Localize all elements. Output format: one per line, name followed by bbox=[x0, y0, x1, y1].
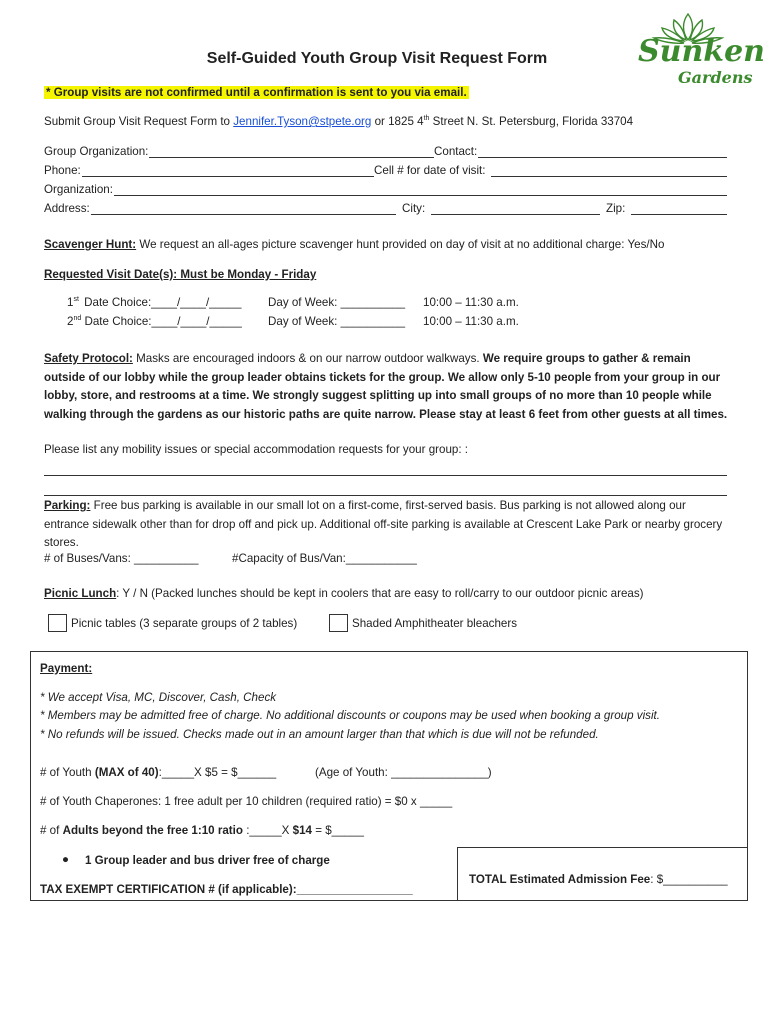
parking-info: Parking: Free bus parking is available in our small lot on a first-come, first-served basis. Bus parking is not allowed along our entrance sidewalk other than for drop off and pick up. Additional off-site parking is available at Crescent Lake Park or nearby grocery stores. bbox=[44, 499, 723, 549]
total-estimated-fee[interactable]: TOTAL Estimated Admission Fee: $__________ bbox=[469, 873, 728, 886]
payment-heading: Payment: bbox=[40, 662, 93, 675]
bus-capacity-field[interactable]: #Capacity of Bus/Van:___________ bbox=[232, 552, 417, 565]
logo-word-sunken: Sunken bbox=[638, 34, 765, 69]
logo-word-gardens: Gardens bbox=[678, 68, 753, 87]
payment-note-3: * No refunds will be issued. Checks made out in an amount larger than that which is due will not be refunded. bbox=[40, 728, 599, 741]
tax-exempt-field[interactable]: TAX EXEMPT CERTIFICATION # (if applicable):__________________ bbox=[40, 883, 413, 896]
date-choice-2[interactable]: 2nd Date Choice:____/____/_____ bbox=[67, 315, 242, 328]
cell-field[interactable]: Cell # for date of visit: bbox=[374, 164, 727, 177]
mobility-question: Please list any mobility issues or special accommodation requests for your group: : bbox=[44, 443, 469, 456]
day-of-week-1[interactable]: Day of Week: __________ bbox=[268, 296, 406, 309]
safety-protocol: Safety Protocol: Masks are encouraged indoors & on our narrow outdoor walkways. We require groups to gather & remain outside of our lobby while the group leader obtains tickets for the group. We allow only 5-10 people from your group in our lobby, store, and restrooms at a time. We strongly suggest splitting up into small groups of no more than 10 people while walking through the gardens as our historic paths are quite narrow. Please stay at least 6 feet from other guests at all times. bbox=[44, 352, 728, 421]
email-link[interactable]: Jennifer.Tyson@stpete.org bbox=[233, 115, 372, 128]
picnic-tables-label: Picnic tables (3 separate groups of 2 tables) bbox=[71, 617, 298, 630]
phone-field[interactable]: Phone: bbox=[44, 164, 374, 177]
free-leader-note: 1 Group leader and bus driver free of charge bbox=[85, 854, 330, 867]
youth-age-field[interactable]: (Age of Youth: _______________) bbox=[315, 766, 492, 779]
address-field[interactable]: Address: bbox=[44, 202, 396, 215]
picnic-tables-checkbox[interactable] bbox=[48, 614, 67, 632]
payment-note-1: * We accept Visa, MC, Discover, Cash, Check bbox=[40, 691, 277, 704]
adults-line[interactable]: # of Adults beyond the free 1:10 ratio :_____X $14 = $_____ bbox=[40, 824, 364, 837]
date-choice-1[interactable]: 1st Date Choice:____/____/_____ bbox=[67, 296, 242, 309]
row-address bbox=[44, 202, 727, 215]
payment-note-2: * Members may be admitted free of charge. No additional discounts or coupons may be used when booking a group visit. bbox=[40, 709, 660, 722]
time-slot-1: 10:00 – 11:30 a.m. bbox=[423, 296, 519, 309]
bullet-icon: ● bbox=[62, 853, 70, 866]
page-title: Self-Guided Youth Group Visit Request Form bbox=[206, 50, 548, 67]
picnic-lunch-line: Picnic Lunch: Y / N (Packed lunches should be kept in coolers that are easy to roll/carry to our outdoor picnic areas) bbox=[44, 587, 644, 600]
requested-dates-heading: Requested Visit Date(s): Must be Monday - Friday bbox=[44, 268, 317, 281]
chaperones-line[interactable]: # of Youth Chaperones: 1 free adult per 10 children (required ratio) = $0 x _____ bbox=[40, 795, 453, 808]
youth-count-line[interactable]: # of Youth (MAX of 40):_____X $5 = $______ bbox=[40, 766, 277, 779]
group-organization-field[interactable]: Group Organization: bbox=[44, 145, 434, 158]
row-organization bbox=[44, 183, 727, 196]
mobility-answer-line-2[interactable] bbox=[44, 495, 727, 496]
row-group-contact bbox=[44, 145, 727, 158]
row-phone-cell bbox=[44, 164, 727, 177]
confirmation-notice: * Group visits are not confirmed until a confirmation is sent to you via email. bbox=[46, 86, 467, 99]
buses-count-field[interactable]: # of Buses/Vans: __________ bbox=[44, 552, 199, 565]
contact-field[interactable]: Contact: bbox=[434, 145, 727, 158]
organization-field[interactable]: Organization: bbox=[44, 183, 727, 196]
submit-instructions: Submit Group Visit Request Form to Jennifer.Tyson@stpete.org or 1825 4th Street N. St. Petersburg, Florida 33704 bbox=[44, 115, 634, 128]
zip-field[interactable]: Zip: bbox=[606, 202, 727, 215]
amphitheater-checkbox[interactable] bbox=[329, 614, 348, 632]
amphitheater-label: Shaded Amphitheater bleachers bbox=[352, 617, 518, 630]
time-slot-2: 10:00 – 11:30 a.m. bbox=[423, 315, 519, 328]
city-field[interactable]: City: bbox=[402, 202, 600, 215]
day-of-week-2[interactable]: Day of Week: __________ bbox=[268, 315, 406, 328]
mobility-answer-line-1[interactable] bbox=[44, 475, 727, 476]
scavenger-hunt-line: Scavenger Hunt: We request an all-ages picture scavenger hunt provided on day of visit at no additional charge: Yes/No bbox=[44, 238, 665, 251]
